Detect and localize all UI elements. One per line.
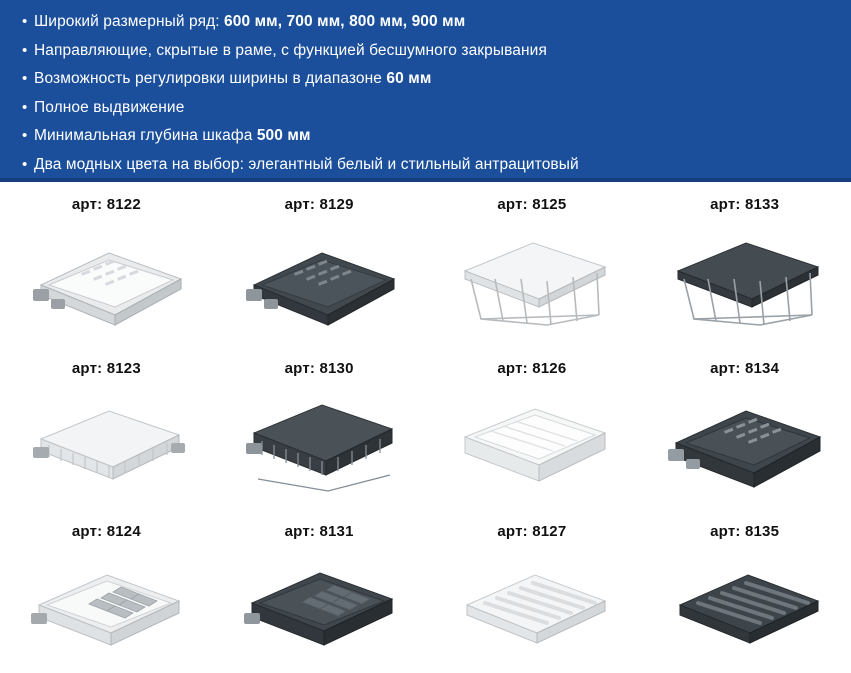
product-image-divided-tray-white bbox=[0, 546, 213, 673]
product-article-label: арт: 8122 bbox=[71, 196, 141, 213]
bullet-icon: • bbox=[22, 98, 28, 116]
product-image-perforated-tray-anthracite bbox=[213, 219, 426, 346]
product-article-label: арт: 8133 bbox=[710, 196, 780, 213]
product-article-label: арт: 8130 bbox=[284, 359, 354, 377]
feature-item bbox=[22, 157, 833, 173]
bullet-icon: • bbox=[22, 41, 28, 59]
product-image-mesh-basket-white bbox=[0, 383, 213, 510]
product-article-label: арт: 8129 bbox=[284, 196, 354, 213]
feature-text: Широкий размерный ряд: 600 мм, 700 мм, 800 мм, 900 мм bbox=[34, 13, 466, 30]
product-image-perforated-tray-anthracite-2 bbox=[638, 383, 851, 510]
feature-text: Возможность регулировки ширины в диапазоне 60 мм bbox=[34, 70, 432, 87]
product-cell[interactable] bbox=[426, 346, 639, 510]
features-banner bbox=[0, 0, 851, 182]
feature-text: Минимальная глубина шкафа 500 мм bbox=[34, 127, 311, 144]
product-article-label: арт: 8124 bbox=[71, 523, 141, 541]
product-cell[interactable] bbox=[0, 509, 213, 673]
product-cell[interactable] bbox=[0, 346, 213, 510]
feature-item bbox=[22, 43, 833, 59]
product-image-slatted-tray-white bbox=[426, 546, 639, 673]
product-article-label: арт: 8131 bbox=[284, 523, 354, 541]
product-cell[interactable] bbox=[213, 182, 426, 346]
product-cell[interactable] bbox=[638, 182, 851, 346]
feature-text: Направляющие, скрытые в раме, с функцией бесшумного закрывания bbox=[34, 41, 547, 59]
product-image-divided-tray-anthracite bbox=[213, 546, 426, 673]
bullet-icon: • bbox=[22, 155, 28, 173]
product-cell[interactable] bbox=[213, 346, 426, 510]
product-cell[interactable] bbox=[638, 346, 851, 510]
product-cell[interactable] bbox=[426, 509, 639, 673]
product-article-label: арт: 8123 bbox=[71, 359, 141, 377]
product-article-label: арт: 8135 bbox=[710, 523, 780, 541]
product-image-solid-tray-white bbox=[426, 383, 639, 510]
feature-text: Полное выдвижение bbox=[34, 98, 185, 116]
product-cell[interactable] bbox=[0, 182, 213, 346]
product-image-wire-basket-white bbox=[426, 219, 639, 346]
bullet-icon: • bbox=[22, 127, 28, 144]
feature-item bbox=[22, 71, 833, 87]
product-image-wire-basket-anthracite bbox=[638, 219, 851, 346]
feature-text: Два модных цвета на выбор: элегантный белый и стильный антрацитовый bbox=[34, 155, 579, 173]
product-cell[interactable] bbox=[638, 509, 851, 673]
product-image-perforated-tray-white bbox=[0, 219, 213, 346]
product-cell[interactable] bbox=[426, 182, 639, 346]
product-image-slatted-tray-anthracite bbox=[638, 546, 851, 673]
product-cell[interactable] bbox=[213, 509, 426, 673]
feature-item bbox=[22, 14, 833, 30]
product-article-label: арт: 8126 bbox=[497, 359, 567, 377]
feature-item bbox=[22, 100, 833, 116]
bullet-icon: • bbox=[22, 13, 28, 30]
product-article-label: арт: 8127 bbox=[497, 523, 567, 541]
product-grid bbox=[0, 182, 851, 673]
product-article-label: арт: 8125 bbox=[497, 196, 567, 213]
product-image-mesh-basket-anthracite bbox=[213, 383, 426, 510]
feature-item bbox=[22, 128, 833, 144]
product-article-label: арт: 8134 bbox=[710, 359, 780, 377]
bullet-icon: • bbox=[22, 70, 28, 87]
